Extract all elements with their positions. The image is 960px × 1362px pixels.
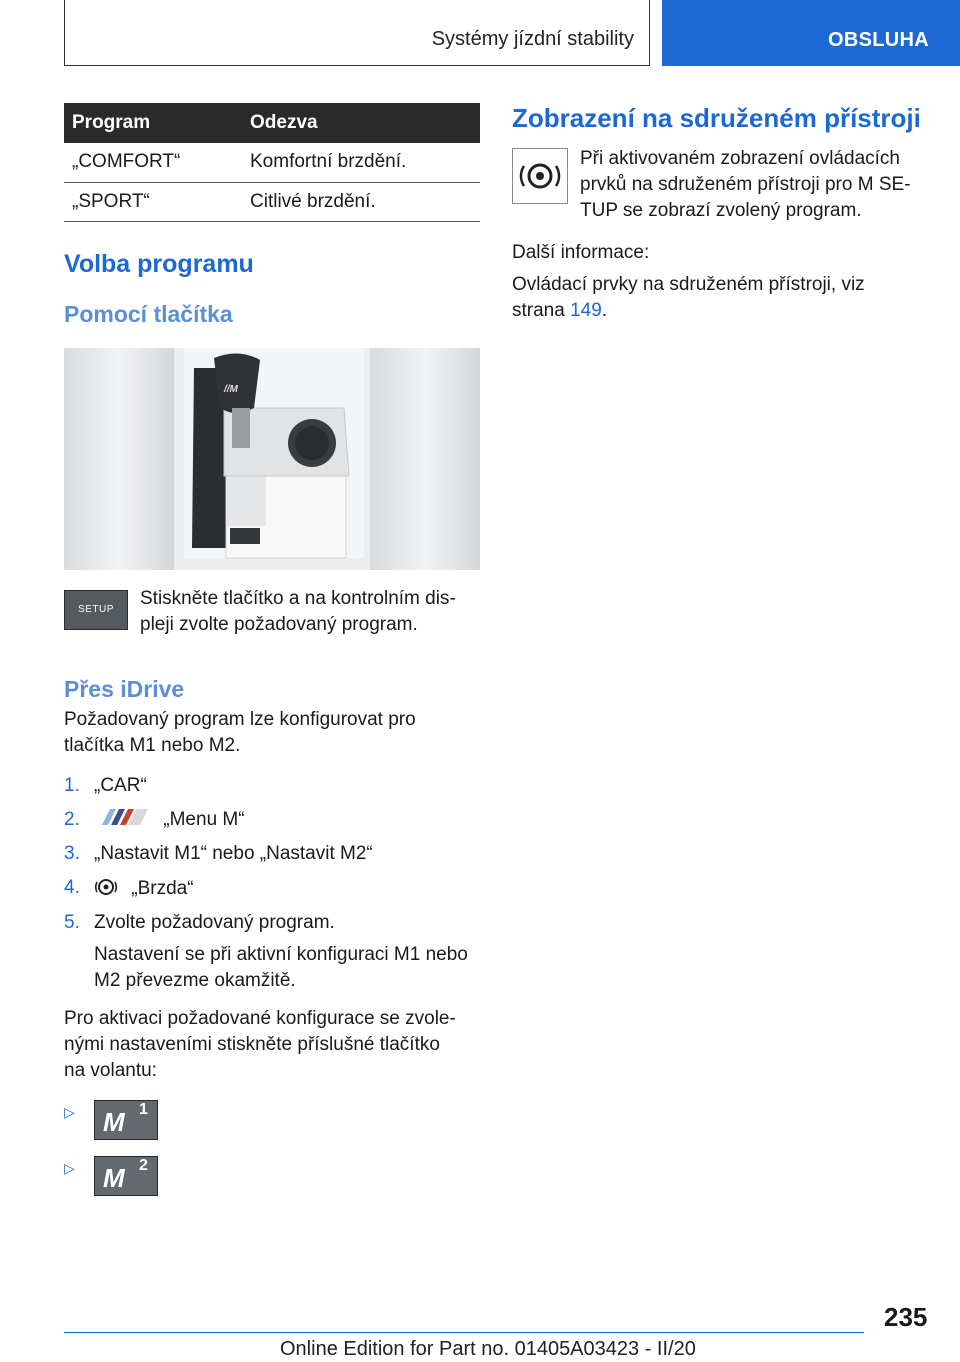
page-reference-link[interactable]: 149 (570, 300, 602, 321)
table-cell: Komfortní brzdění. (242, 143, 480, 182)
chapter-label: OBSLUHA (828, 29, 929, 51)
section-heading: Volba programu (64, 249, 254, 278)
step-text: Zvolte požadovaný program. (94, 911, 335, 933)
m2-button-icon (94, 1156, 158, 1196)
brake-icon (94, 875, 118, 899)
setup-text: Stiskněte tlačítko a na kontrolním displeji zvolte požadovaný program. (140, 587, 456, 635)
subsection-heading: Pomocí tlačítka (64, 300, 233, 327)
list-item (64, 841, 480, 867)
edition-text: Online Edition for Part no. 01405A03423 - II/20 (280, 1338, 696, 1360)
m1-button-icon (94, 1100, 158, 1140)
program-table (64, 103, 480, 222)
idrive-text: Požadovaný program lze konfigurovat pro tlačítka M1 nebo M2. (64, 708, 416, 756)
page-number: 235 (884, 1302, 928, 1332)
svg-text://M: //M (224, 383, 238, 395)
m1-number: 1 (139, 1100, 148, 1118)
setup-instruction (64, 587, 480, 638)
subsection-heading: Přes iDrive (64, 675, 185, 702)
m1-letter: M (103, 1106, 125, 1137)
center-console-illustration (64, 348, 480, 570)
left-column (64, 103, 480, 1212)
step-text: „CAR“ (94, 774, 147, 796)
step-number: 4. (64, 876, 80, 898)
list-item (64, 910, 480, 936)
footer-divider (64, 1332, 864, 1333)
cluster-intro-text: Při aktivovaném zobrazení ovládacích prvků na sdruženém přístroji pro M SETUP se zobrazí zvolený program. (580, 148, 911, 221)
m2-letter: M (103, 1162, 125, 1193)
step-number: 5. (64, 911, 80, 933)
steps-list (64, 773, 480, 936)
step-text: „Menu M“ (163, 808, 245, 830)
reference-label: Ovládací prvky na sdruženém přístroji, viz strana (512, 274, 865, 321)
step-number: 1. (64, 774, 80, 796)
section-title: Systémy jízdní stability (431, 28, 634, 50)
right-column (512, 103, 932, 324)
reference-end: . (601, 300, 608, 321)
activation-text: Pro aktivaci požadované konfigurace se zvolenými nastaveními stiskněte příslušné tlačítko na volantu: (64, 1007, 456, 1081)
m-stripes-icon (94, 807, 150, 827)
step-text: „Nastavit M1“ nebo „Nastavit M2“ (94, 842, 373, 864)
chapter-tab[interactable] (662, 0, 960, 66)
list-item (64, 875, 480, 902)
list-item (64, 773, 480, 799)
m1-bullet (64, 1100, 480, 1140)
table-header-row (64, 103, 480, 143)
step-note: Nastavení se při aktivní konfiguraci M1 nebo M2 převezme okamžitě. (94, 943, 468, 991)
table-row (64, 182, 480, 221)
step-number: 3. (64, 842, 80, 864)
table-header-cell: Program (64, 103, 242, 143)
center-console-photo (64, 348, 480, 570)
table-row (64, 143, 480, 182)
more-info-label: Další informace: (512, 242, 650, 263)
step-text: „Brzda“ (131, 877, 194, 899)
setup-button-icon: SETUP (64, 590, 128, 630)
table-cell: Citlivé brzdění. (242, 182, 480, 221)
step-number: 2. (64, 808, 80, 830)
bullet-triangle-icon: ▷ (64, 1159, 75, 1176)
table-cell: „SPORT“ (64, 182, 242, 221)
m2-bullet (64, 1156, 480, 1196)
list-item (64, 807, 480, 833)
cluster-info (512, 148, 932, 224)
brake-display-icon (512, 148, 568, 204)
reference-text (512, 272, 892, 324)
section-heading: Zobrazení na sdruženém přístroji (512, 103, 921, 133)
bullet-triangle-icon: ▷ (64, 1103, 75, 1120)
table-header-cell: Odezva (242, 103, 480, 143)
table-cell: „COMFORT“ (64, 143, 242, 182)
m2-number: 2 (139, 1156, 148, 1174)
